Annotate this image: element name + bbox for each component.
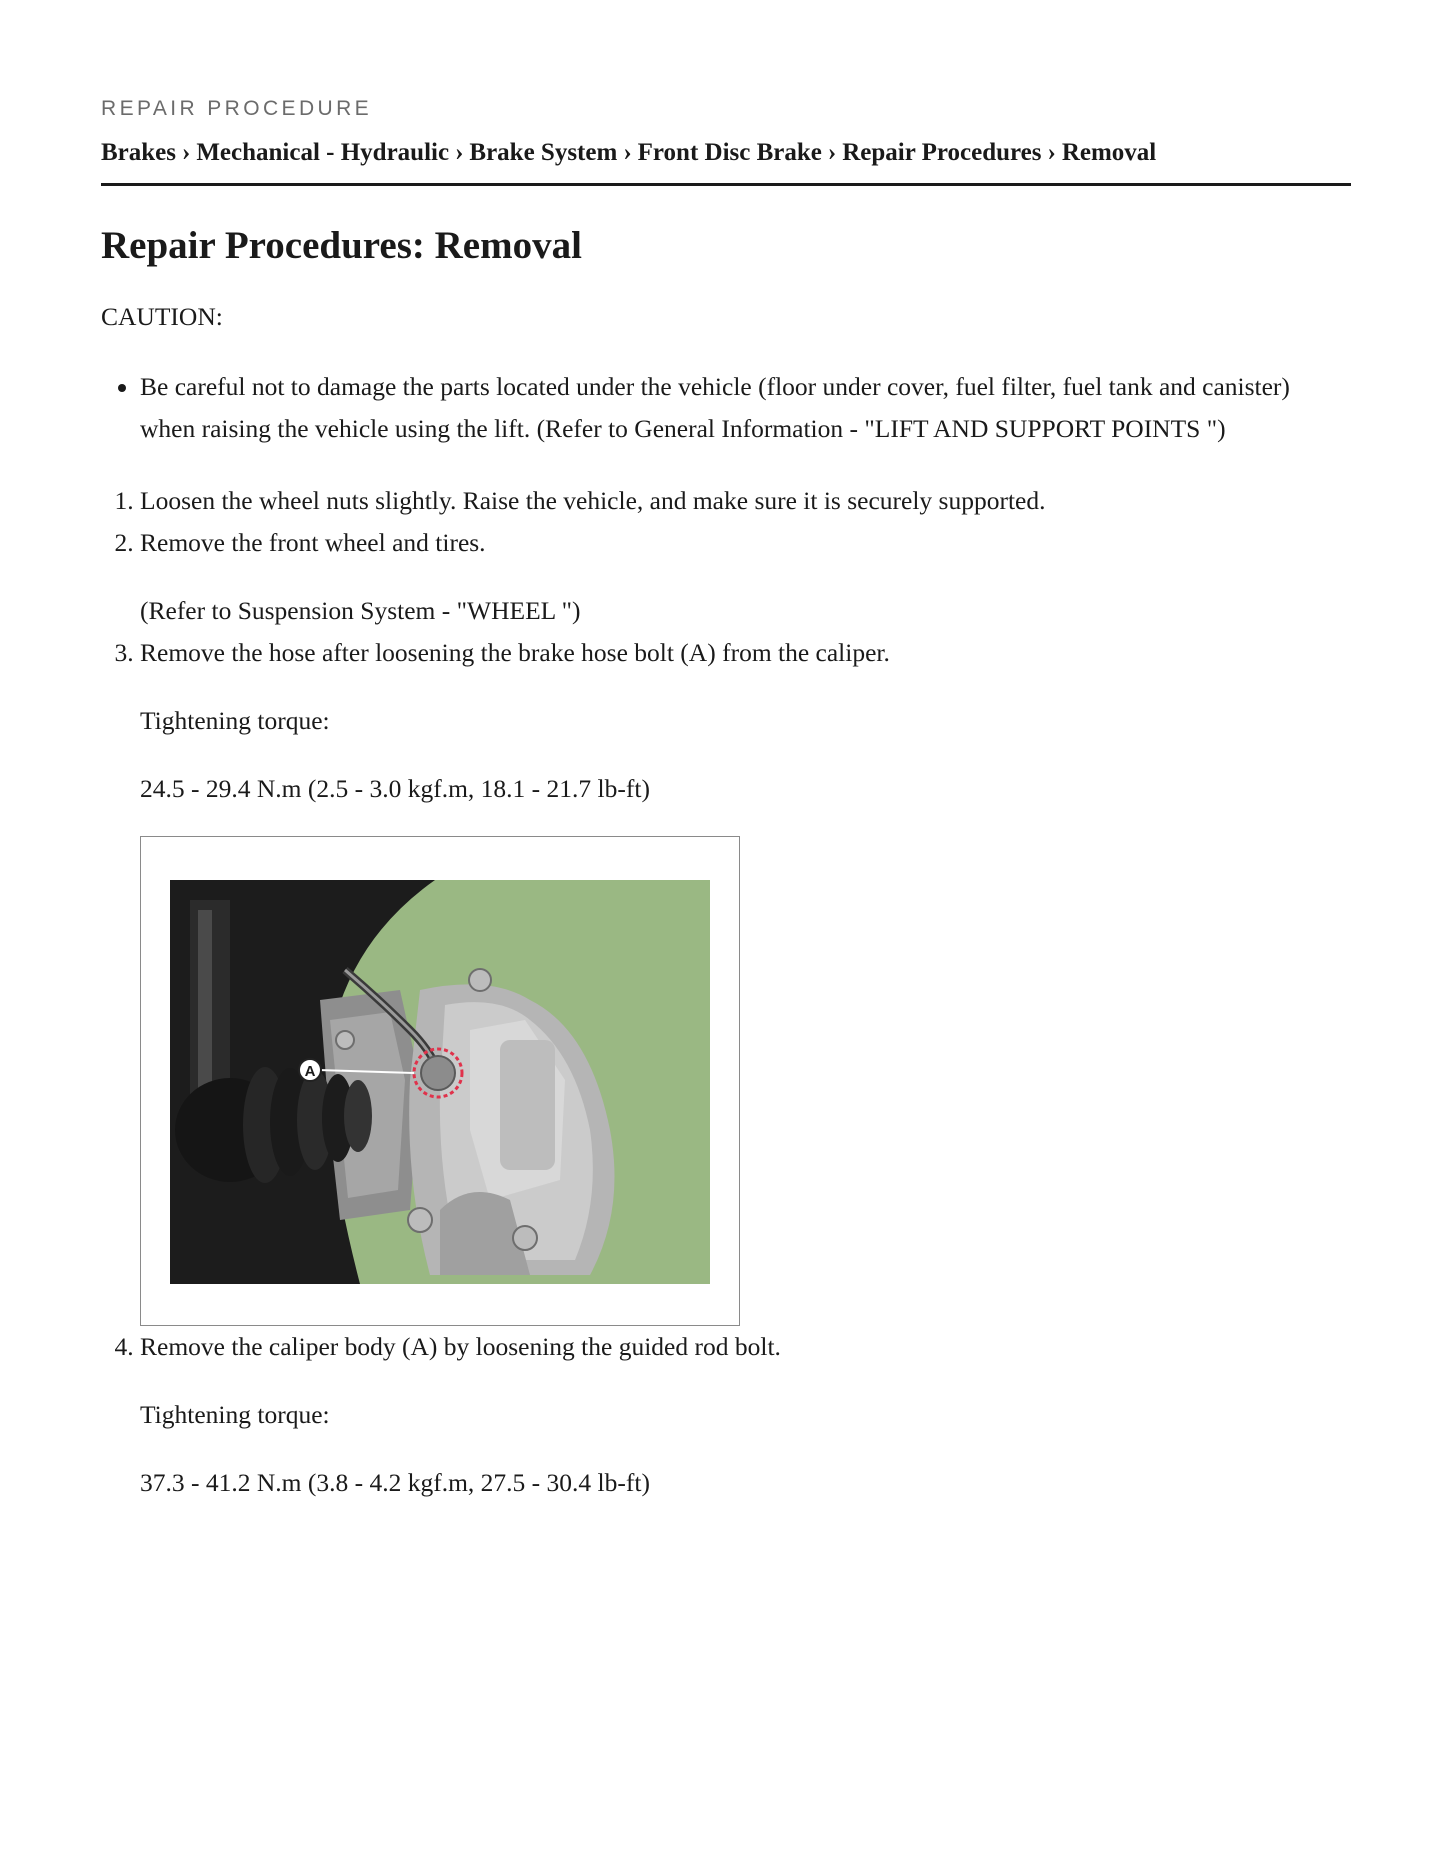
breadcrumb-item-removal: Removal	[1061, 139, 1157, 166]
breadcrumb-separator: ›	[827, 139, 837, 166]
caution-list	[101, 366, 1351, 450]
callout-label-a: A	[304, 1063, 316, 1080]
breadcrumb-item-brake-system[interactable]: Brake System	[469, 139, 618, 166]
header-divider	[101, 183, 1351, 186]
breadcrumb-item-mechanical-hydraulic[interactable]: Mechanical - Hydraulic	[196, 139, 450, 166]
step-text: Remove the caliper body (A) by loosening the guided rod bolt.	[140, 1332, 781, 1361]
breadcrumb-item-brakes[interactable]: Brakes	[101, 139, 176, 166]
step-1	[140, 480, 1351, 522]
step-4	[140, 1326, 1351, 1504]
breadcrumb-item-front-disc-brake[interactable]: Front Disc Brake	[637, 139, 822, 166]
step-text: Remove the front wheel and tires.	[140, 528, 486, 557]
procedure-steps	[101, 480, 1351, 1504]
torque-value: 24.5 - 29.4 N.m (2.5 - 3.0 kgf.m, 18.1 - 21.7 lb-ft)	[140, 774, 650, 803]
brake-hose-bolt-shape	[421, 1056, 455, 1090]
caution-item: • Be careful not to damage the parts located under the vehicle (floor under cover, fuel filter, fuel tank and canister) when raising the vehicle using the lift. (Refer to General Information - "LIFT AND SUPPORT POINTS ")	[140, 366, 1351, 450]
breadcrumb-separator: ›	[623, 139, 632, 166]
breadcrumb-separator: ›	[1047, 139, 1056, 166]
breadcrumb-item-repair-procedures[interactable]: Repair Procedures	[842, 139, 1042, 166]
step-2	[140, 522, 1351, 632]
step-text: Remove the hose after loosening the brake hose bolt (A) from the caliper.	[140, 638, 890, 667]
bolt-shape	[469, 969, 491, 991]
step-reference-note: (Refer to Suspension System - "WHEEL ")	[140, 596, 581, 625]
step-text: Loosen the wheel nuts slightly. Raise the vehicle, and make sure it is securely supported.	[140, 486, 1046, 515]
torque-value: 37.3 - 41.2 N.m (3.8 - 4.2 kgf.m, 27.5 - 30.4 lb-ft)	[140, 1468, 650, 1497]
torque-label: Tightening torque:	[140, 1400, 330, 1429]
breadcrumb-separator: ›	[455, 139, 464, 166]
breadcrumb	[101, 136, 1351, 170]
caution-label: CAUTION:	[101, 302, 223, 331]
caliper-figure	[140, 836, 740, 1326]
step-3	[140, 632, 1351, 1326]
document-page	[101, 96, 1351, 1504]
breadcrumb-separator: ›	[182, 139, 191, 166]
torque-label: Tightening torque:	[140, 706, 330, 735]
section-eyebrow: REPAIR PROCEDURE	[101, 97, 373, 120]
caliper-photo-illustration	[170, 880, 710, 1284]
page-title: Repair Procedures: Removal	[101, 224, 582, 267]
